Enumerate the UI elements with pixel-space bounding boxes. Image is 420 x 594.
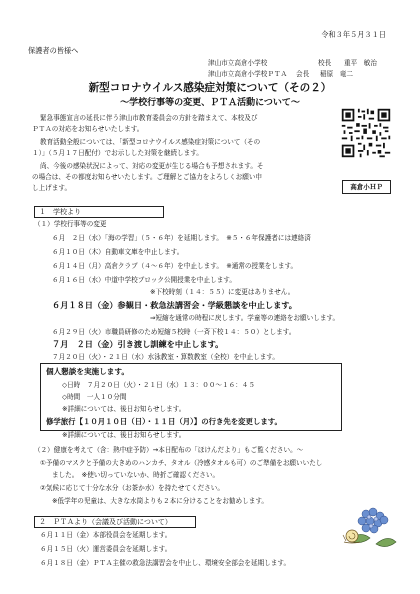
intro-line: 緊急事態宣言の延長に伴う津山市教育委員会の方針を踏まえて、本校及び <box>40 114 258 122</box>
page-title: 新型コロナウイルス感染症対策について（その２） <box>88 82 332 94</box>
event-highlight: ６月１８日（金）参観日・救急法講習会・学級懇談を中止します。 <box>52 300 297 310</box>
pta-line: ６月１１日（金）本部役員会を延期します。 <box>40 531 172 539</box>
event-line: ６月２９日（火）市職員研修のため短縮５校時（一斉下校１４：５０）とします。 <box>52 328 296 336</box>
conference-date: ◇日時 ７月２０日（火）・２１日（水）１３：００～１６：４５ <box>62 381 255 389</box>
conference-heading: 個人懇談を実施します。 <box>46 367 129 376</box>
sender-school: 津山市立高倉小学校 <box>208 59 268 67</box>
school-trip-change: 修学旅行【１０月１０日（日）・１１日（月）】の行き先を変更します。 <box>46 417 282 426</box>
addressee: 保護者の皆様へ <box>28 46 79 55</box>
event-note: ⇒短縮を通常の時程に戻します。学童等の連絡をお願いします。 <box>150 314 340 322</box>
sender-name: 重平 敏治 <box>344 59 377 67</box>
event-line: ６月 ２日（水）「海の学習」（５・６年）を延期します。 ※５・６年保護者には連絡済 <box>52 234 311 242</box>
conference-time: ◇時間 一人１０分間 <box>62 393 127 401</box>
event-line: ６月１６日（水）中道中学校ブロック公開授業を中止します。 <box>52 276 236 284</box>
intro-line: 教育活動全般については、「新型コロナウイルス感染症対策について（その <box>40 138 261 146</box>
intro-line: し上げます。 <box>32 184 72 192</box>
event-changes-heading: （１）学校行事等の変更 <box>34 220 107 228</box>
intro-line: ＰＴＡの対応をお知らせいたします。 <box>32 125 144 133</box>
health-line: ①予備のマスクと予備の大きめのハンカチ、タオル（冷感タオルも可）のご準備をお願いいたし <box>40 459 323 467</box>
hydrangea-snail-illustration <box>338 500 398 552</box>
health-line: ②気候に応じて十分な水分（お茶か水）を持たせてください。 <box>40 484 224 492</box>
qr-code-icon[interactable] <box>340 107 392 159</box>
intro-line: の場合は、その都度お知らせいたします。ご理解とご協力をよろしくお願い申 <box>32 173 263 181</box>
event-line: ６月１４日（月）高倉クラブ（４～６年）を中止します。 ※通常の授業をします。 <box>52 262 298 270</box>
conference-note: ※詳細については、後日お知らせします。 <box>62 405 186 413</box>
event-line: ６月１０日（木）自動車文庫を中止します。 <box>52 248 184 256</box>
school-trip-note: ※詳細については、後日お知らせします。 <box>62 431 186 439</box>
event-line: ７月２０日（火）・２１日（水）水泳教室・算数教室（全校）を中止します。 <box>52 353 279 361</box>
pta-line: ６月１８日（金）ＰＴＡ主催の救急法講習会を中止し、環境安全部会を延期します。 <box>40 559 291 567</box>
event-note: ※下校時刻（１４：５５）に変更はありません。 <box>150 288 295 296</box>
health-line: ※低学年の児童は、大きな水筒よりも２本に分けることをお勧めします。 <box>52 497 268 505</box>
sender-role: 校長 <box>318 59 332 67</box>
pta-name: 稲原 竜二 <box>320 70 353 78</box>
health-heading: （２）健康を考えて（含：熱中症予防）→本日配布の「ほけんだより」もご覧ください。～ <box>34 446 304 454</box>
pta-role: 会長 <box>296 70 310 78</box>
pta-school: 津山市立高倉小学校ＰＴＡ <box>208 70 288 78</box>
intro-line: １）」（５月１７日配付）でお示しした対策を継続します。 <box>32 149 203 157</box>
event-highlight: ７月 ２日（金）引き渡し訓練を中止します。 <box>52 339 224 349</box>
health-line: ました。 ※使い切っていないか、時折ご確認ください。 <box>52 471 220 479</box>
section-school-heading: １ 学校より <box>34 206 164 218</box>
school-hp-label[interactable]: 高倉小ＨＰ <box>342 180 391 194</box>
issue-date: 令和３年５月３１日 <box>321 30 386 39</box>
page-subtitle: ～学校行事等の変更、ＰＴＡ活動について～ <box>120 98 300 108</box>
section-pta-heading: ２ ＰＴＡより（会議及び活動について） <box>34 516 196 528</box>
pta-line: ６月１５日（火）運営委員会を延期します。 <box>40 545 172 553</box>
intro-line: 尚、今後の感染状況によって、対応の変更が生じる場合も予想されます。そ <box>40 162 264 170</box>
